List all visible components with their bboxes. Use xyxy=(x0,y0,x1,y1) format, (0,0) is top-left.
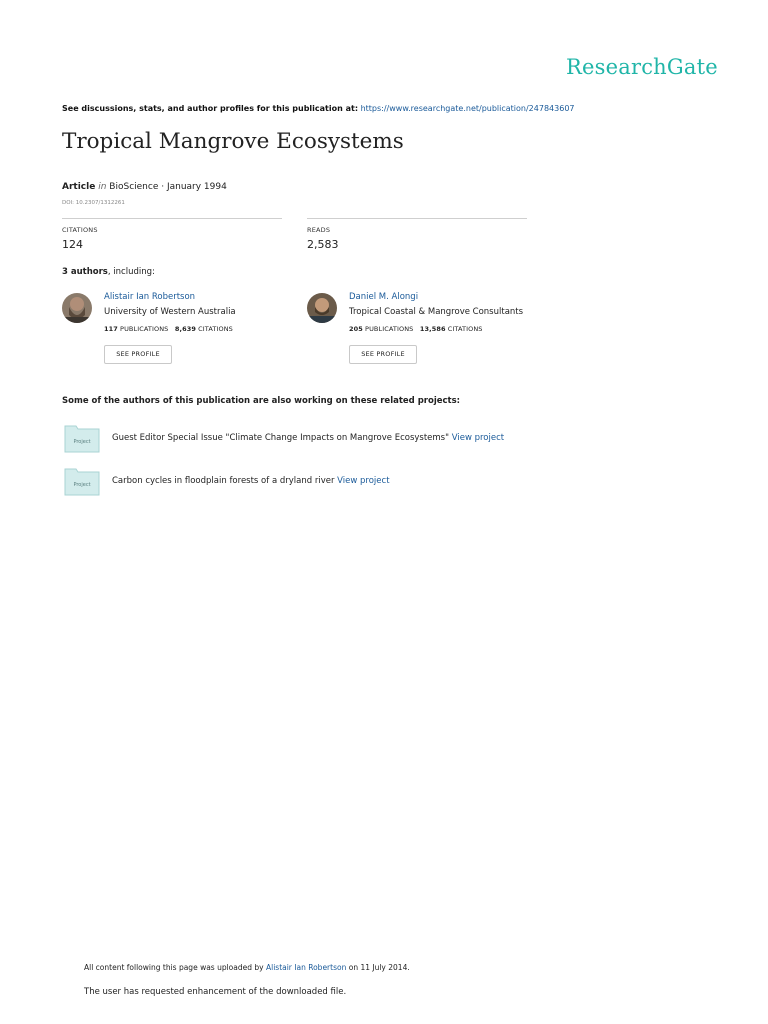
divider-left xyxy=(62,218,282,219)
author-card xyxy=(62,292,302,372)
author-stats xyxy=(104,325,233,333)
project-item xyxy=(64,467,564,497)
author-photo-icon xyxy=(62,293,92,323)
author-affiliation: University of Western Australia xyxy=(104,307,236,317)
article-title: Tropical Mangrove Ecosystems xyxy=(62,129,404,154)
doi: DOI: 10.2307/1312261 xyxy=(62,200,125,206)
divider-right xyxy=(307,218,527,219)
authors-heading xyxy=(62,267,155,277)
researchgate-logo: ResearchGate xyxy=(566,55,718,79)
project-folder-icon xyxy=(64,424,100,453)
author-citations-label: CITATIONS xyxy=(198,325,233,333)
author-name-link[interactable]: Daniel M. Alongi xyxy=(349,292,419,302)
article-type: Article xyxy=(62,182,96,192)
article-in: in xyxy=(98,182,107,192)
project-folder-icon xyxy=(64,467,100,496)
author-citations-count: 8,639 xyxy=(174,325,196,333)
author-citations-label: CITATIONS xyxy=(447,325,483,333)
author-card xyxy=(307,292,547,372)
enhancement-note: The user has requested enhancement of the downloaded file. xyxy=(84,987,347,997)
author-affiliation: Tropical Coastal & Mangrove Consultants xyxy=(349,307,524,317)
upload-note xyxy=(84,963,410,972)
project-icon-label: Project xyxy=(73,439,91,445)
reads-value: 2,583 xyxy=(307,238,339,251)
see-profile-button[interactable]: SEE PROFILE xyxy=(349,345,417,364)
intro-line xyxy=(62,104,575,113)
view-project-link[interactable]: View project xyxy=(337,476,390,486)
see-profile-button[interactable]: SEE PROFILE xyxy=(104,345,172,364)
intro-prefix: See discussions, stats, and author profiles for this publication at: xyxy=(62,104,359,113)
author-name-link[interactable]: Alistair Ian Robertson xyxy=(104,292,196,302)
avatar[interactable] xyxy=(62,293,92,323)
project-item xyxy=(64,424,564,454)
author-citations-count: 13,586 xyxy=(419,325,446,333)
reads-label: READS xyxy=(307,226,331,234)
author-publications-label: PUBLICATIONS xyxy=(120,325,169,333)
related-projects-heading: Some of the authors of this publication are also working on these related projects: xyxy=(62,396,461,406)
upload-suffix: on 11 July 2014. xyxy=(348,963,410,972)
author-photo-icon xyxy=(307,293,337,323)
citations-label: CITATIONS xyxy=(62,226,98,234)
author-stats xyxy=(349,325,483,333)
project-title: Guest Editor Special Issue "Climate Change Impacts on Mangrove Ecosystems" xyxy=(112,433,450,443)
uploader-link[interactable]: Alistair Ian Robertson xyxy=(265,963,347,972)
author-publications-count: 205 xyxy=(349,325,363,333)
view-project-link[interactable]: View project xyxy=(451,433,505,443)
project-icon-label: Project xyxy=(73,482,91,488)
author-publications-count: 117 xyxy=(104,325,118,333)
citations-value: 124 xyxy=(62,238,83,251)
authors-count: 3 authors xyxy=(62,267,108,277)
project-title: Carbon cycles in floodplain forests of a dryland river xyxy=(112,476,335,486)
author-publications-label: PUBLICATIONS xyxy=(365,325,414,333)
article-meta xyxy=(62,182,227,192)
project-text xyxy=(112,433,504,443)
journal-date: BioScience · January 1994 xyxy=(109,182,227,192)
upload-prefix: All content following this page was uploaded by xyxy=(84,963,264,972)
project-text xyxy=(112,476,390,486)
authors-suffix: , including: xyxy=(107,267,155,277)
avatar[interactable] xyxy=(307,293,337,323)
publication-url-link[interactable]: https://www.researchgate.net/publication/247843607 xyxy=(360,104,575,113)
